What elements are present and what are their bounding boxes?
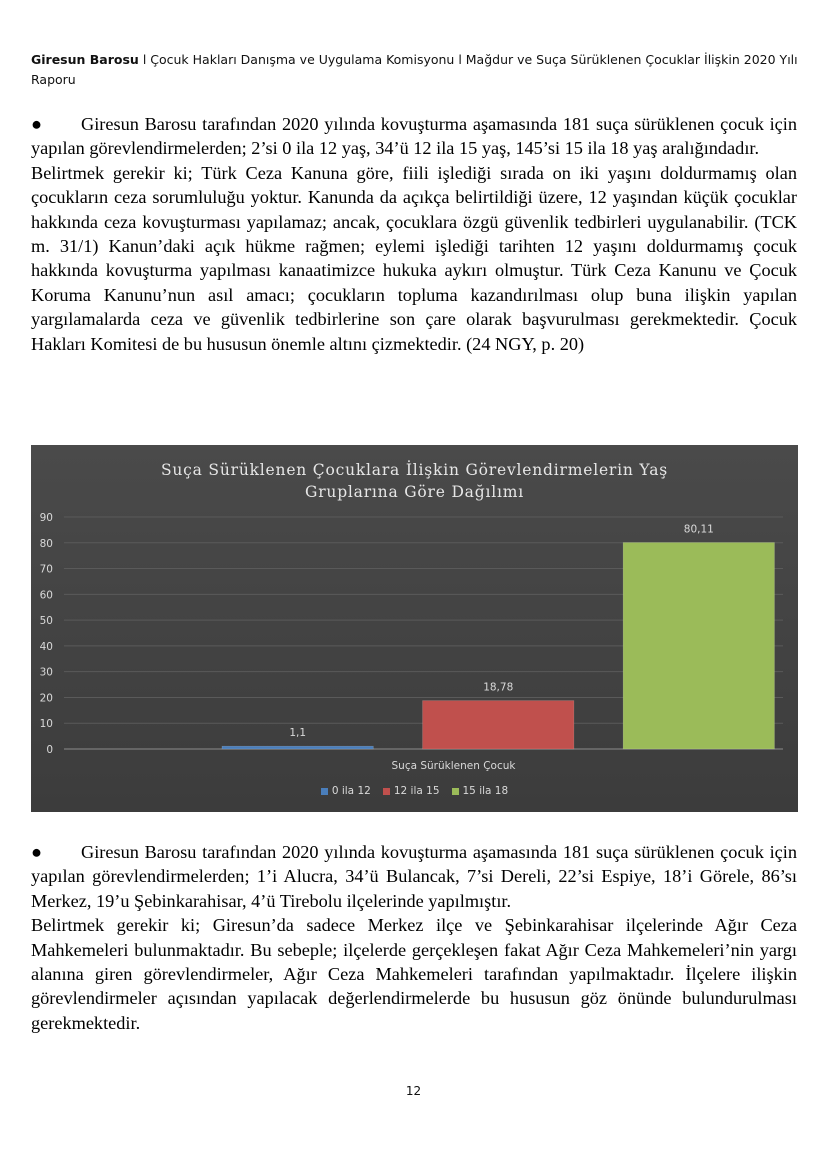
paragraph-1: Belirtmek gerekir ki; Türk Ceza Kanuna göre, fiili işlediği sırada on iki yaşını doldurmamış olan çocukların ceza sorumluluğu yoktur. Kanunda da açıkça belirtildiği üzere, 12 yaşından küçük çocuklar hakkında ceza kovuşturması yapılamaz; ancak, çocuklara özgü güvenlik tedbirleri uygulanabilir. (TCK m. 31/1) Kanun’daki açık hükme rağmen; eylemi işlediği tarihten 12 yaşını doldurmamış çocuk hakkında kovuşturma yapılması kanaatimizce hukuka aykırı olmuştur. Türk Ceza Kanunu ve Çocuk Koruma Kanunu’nun asıl amacı; çocukların topluma kazandırılması olup buna ilişkin yapılan yargılamalarda ceza ve güvenlik tedbirlerine son çare olarak başvurulması gerekmektedir. Çocuk Hakları Komitesi de bu hususun önemle altını çizmektedir. (24 NGY, p. 20)	[31, 162, 797, 354]
y-tick-label: 80	[39, 537, 53, 550]
category-label: Suça Sürüklenen Çocuk	[391, 760, 516, 772]
page-number: 12	[405, 1084, 422, 1098]
y-tick-label: 90	[39, 512, 53, 524]
data-label: 1,1	[289, 727, 307, 740]
y-tick-label: 70	[39, 563, 53, 576]
bar-15-ila-18	[623, 542, 774, 749]
chart-plot	[31, 445, 798, 812]
y-tick-label: 0	[46, 744, 53, 756]
legend-swatch	[452, 788, 459, 795]
section-age-distribution	[31, 112, 797, 356]
bullet-text-1: Giresun Barosu tarafından 2020 yılında kovuşturma aşamasında 181 suça sürüklenen çocuk için yapılan görevlendirmelerden; 2’si 0 ila 12 yaş, 34’ü 12 ila 15 yaş, 145’si 15 ila 18 yaş aralığındadır.	[31, 114, 797, 159]
page-header	[31, 50, 801, 90]
data-label: 18,78	[483, 681, 514, 694]
age-group-bar-chart	[31, 445, 798, 812]
bullet-paragraph-1	[31, 112, 797, 161]
bar-0-ila-12	[222, 746, 373, 749]
chart-legend	[31, 785, 798, 798]
legend-swatch	[321, 788, 328, 795]
bar-12-ila-15	[423, 701, 574, 749]
chart-title-line-2: Gruplarına Göre Dağılımı	[305, 483, 524, 501]
y-tick-label: 20	[39, 692, 53, 705]
legend-item	[321, 785, 371, 797]
legend-swatch	[383, 788, 390, 795]
bullet-icon: ●	[31, 842, 43, 862]
legend-label: 12 ila 15	[393, 785, 440, 797]
bullet-text-2: Giresun Barosu tarafından 2020 yılında kovuşturma aşamasında 181 suça sürüklenen çocuk için yapılan görevlendirmelerden; 1’i Alucra, 34’ü Bulancak, 7’si Dereli, 22’si Espiye, 18’i Görele, 86’sı Merkez, 19’u Şebinkarahisar, 4’ü Tirebolu ilçelerinde yapılmıştır.	[31, 842, 797, 911]
header-bar-name: Giresun Barosu	[31, 52, 139, 67]
paragraph-2: Belirtmek gerekir ki; Giresun’da sadece Merkez ilçe ve Şebinkarahisar ilçelerinde Ağır Ceza Mahkemeleri bulunmaktadır. Bu sebeple; ilçelerde gerçekleşen fakat Ağır Ceza Mahkemeleri’nin yargı alanına giren görevlendirmeler, Ağır Ceza Mahkemeleri tarafından yapılmaktadır. İlçelere ilişkin görevlendirmeler açısından yapılacak değerlendirmelerde bu hususun göz önünde bulundurulması gerekmektedir.	[31, 915, 797, 1033]
legend-item	[383, 785, 440, 797]
section-district-distribution	[31, 840, 797, 1035]
legend-label: 0 ila 12	[331, 785, 371, 797]
y-tick-label: 50	[39, 615, 53, 628]
bullet-paragraph-2	[31, 840, 797, 913]
bullet-icon: ●	[31, 114, 43, 134]
data-label: 80,11	[683, 523, 714, 536]
y-tick-label: 60	[39, 589, 53, 602]
y-tick-label: 30	[39, 666, 53, 679]
header-report-title: l Çocuk Hakları Danışma ve Uygulama Komisyonu l Mağdur ve Suça Sürüklenen Çocuklar İlişkin 2020 Yılı Raporu	[31, 52, 798, 87]
legend-label: 15 ila 18	[462, 785, 509, 797]
y-tick-label: 10	[39, 718, 53, 731]
chart-title-line-1: Suça Sürüklenen Çocuklara İlişkin Görevlendirmelerin Yaş	[160, 461, 669, 479]
legend-item	[452, 785, 509, 797]
y-tick-label: 40	[39, 640, 53, 653]
